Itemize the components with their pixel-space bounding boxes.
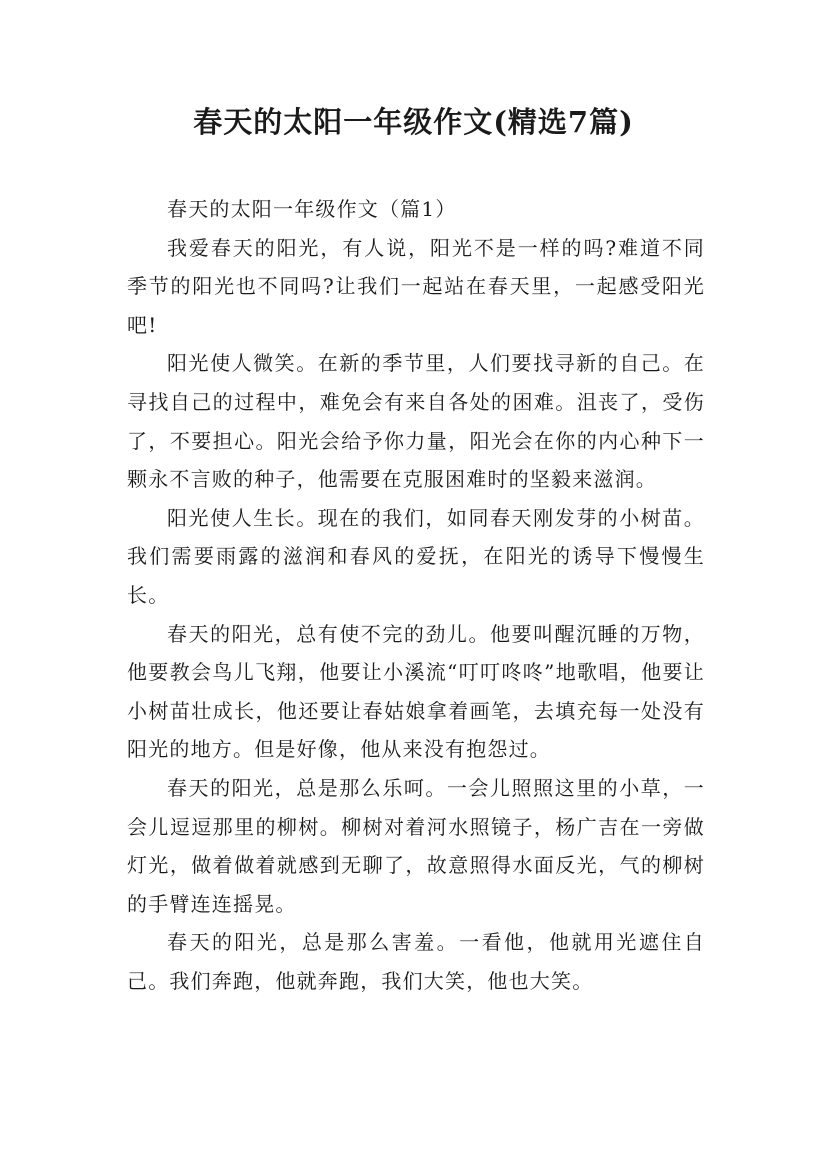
paragraph: 春天的阳光，总有使不完的劲儿。他要叫醒沉睡的万物，他要教会鸟儿飞翔，他要让小溪流“叮叮咚咚”地歌唱，他要让小树苗壮成长，他还要让春姑娘拿着画笔，去填充每一处没有阳光的地方。但是好像，他从来没有抱怨过。	[127, 621, 705, 762]
paragraph: 我爱春天的阳光，有人说，阳光不是一样的吗?难道不同季节的阳光也不同吗?让我们一起站在春天里，一起感受阳光吧!	[127, 235, 705, 337]
paragraph: 春天的阳光，总是那么害羞。一看他，他就用光遮住自己。我们奔跑，他就奔跑，我们大笑，他也大笑。	[127, 930, 705, 993]
paragraph: 阳光使人生长。现在的我们，如同春天刚发芽的小树苗。我们需要雨露的滋润和春风的爱抚，在阳光的诱导下慢慢生长。	[127, 505, 705, 607]
section-subheading: 春天的太阳一年级作文（篇1）	[167, 197, 457, 221]
document-body	[127, 190, 705, 1000]
paragraph: 春天的阳光，总是那么乐呵。一会儿照照这里的小草，一会儿逗逗那里的柳树。柳树对着河水照镜子，杨广吉在一旁做灯光，做着做着就感到无聊了，故意照得水面反光，气的柳树的手臂连连摇晃。	[127, 775, 705, 916]
paragraph: 阳光使人微笑。在新的季节里，人们要找寻新的自己。在寻找自己的过程中，难免会有来自各处的困难。沮丧了，受伤了，不要担心。阳光会给予你力量，阳光会在你的内心种下一颗永不言败的种子，他需要在克服困难时的坚毅来滋润。	[127, 351, 705, 492]
document-title: 春天的太阳一年级作文(精选7篇)	[193, 105, 634, 139]
